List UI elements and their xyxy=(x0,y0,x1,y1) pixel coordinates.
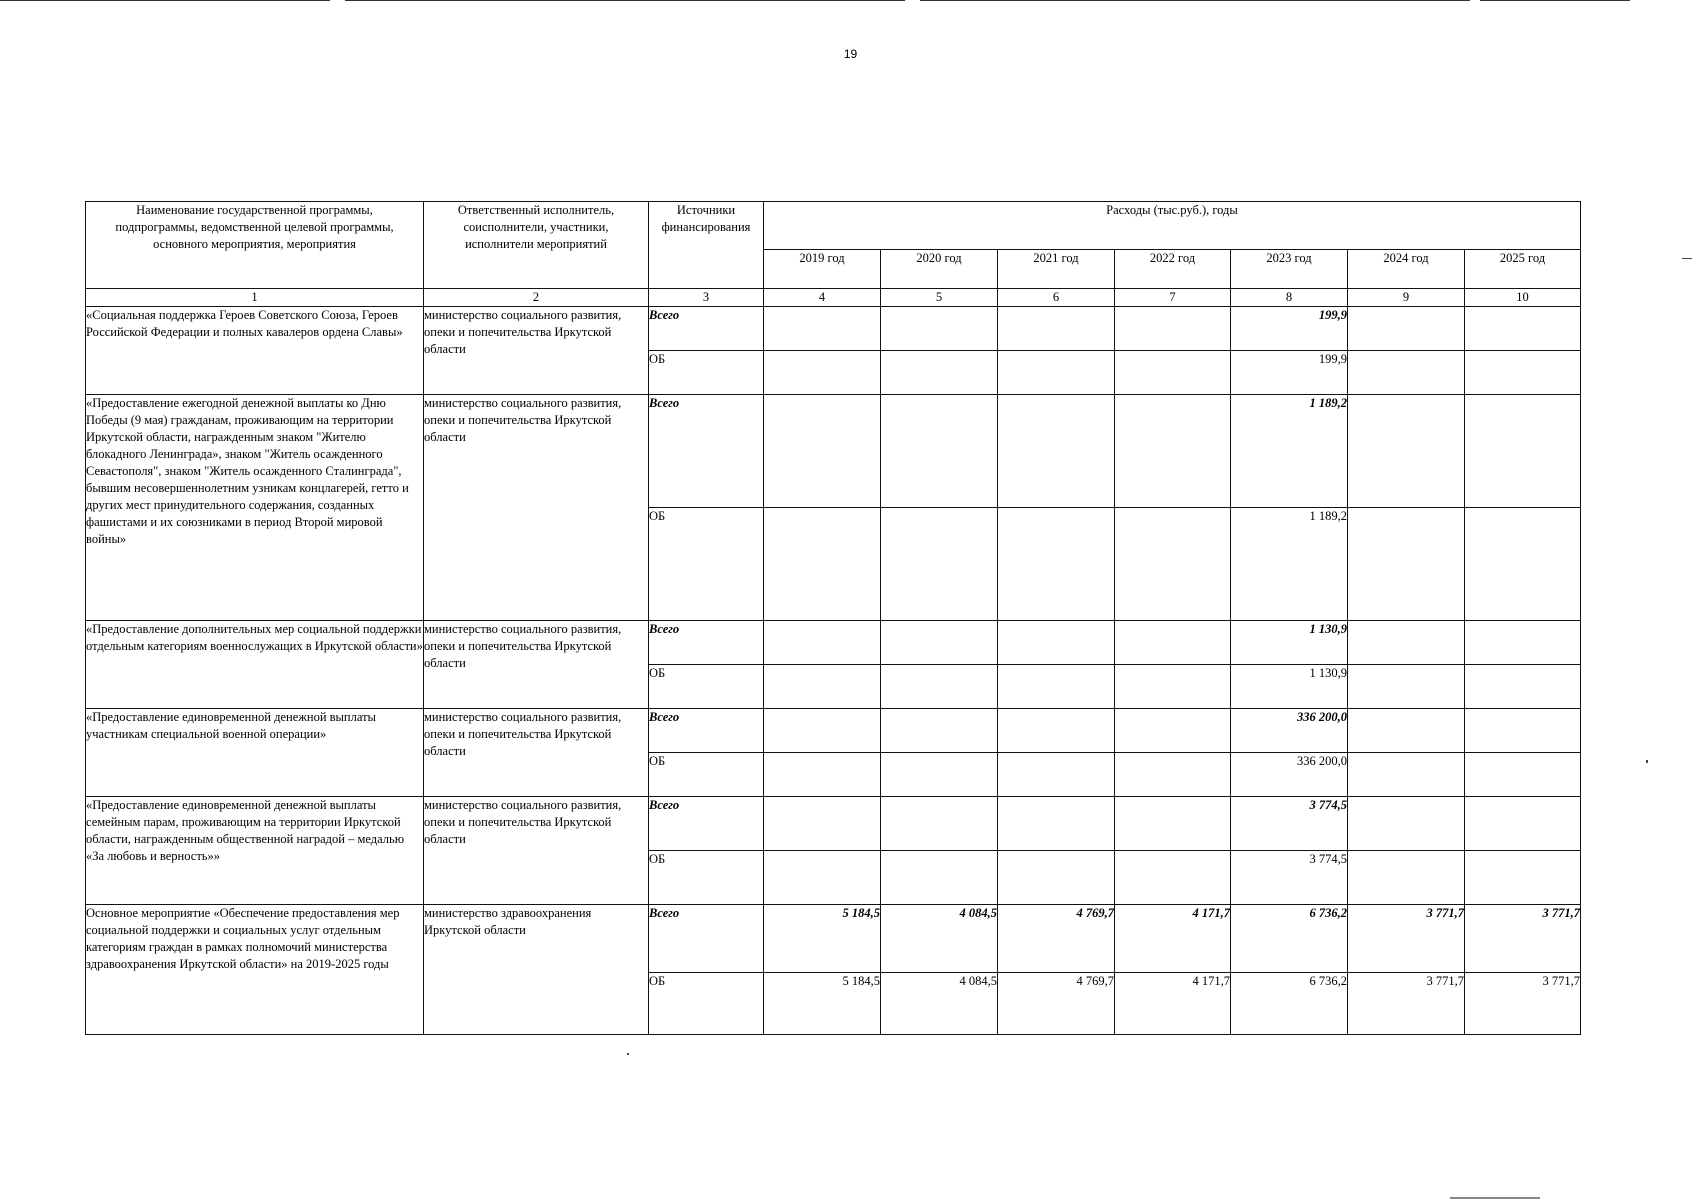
header-year: 2022 год xyxy=(1115,250,1231,289)
expense-total-value xyxy=(998,797,1115,851)
expense-total-value xyxy=(881,709,998,753)
column-number: 8 xyxy=(1231,289,1348,307)
expense-ob-value: 336 200,0 xyxy=(1231,753,1348,797)
expense-ob-value xyxy=(998,753,1115,797)
expense-total-value: 4 171,7 xyxy=(1115,905,1231,973)
expense-ob-value xyxy=(1348,351,1465,395)
expense-ob-value: 3 771,7 xyxy=(1348,973,1465,1035)
expense-ob-value xyxy=(998,351,1115,395)
program-item-name: «Предоставление единовременной денежной выплаты участникам специальной военной операции» xyxy=(86,709,424,797)
expense-total-value: 3 771,7 xyxy=(1348,905,1465,973)
expense-ob-value xyxy=(764,351,881,395)
funding-source-ob-label: ОБ xyxy=(649,666,666,680)
expense-total-value: 4 084,5 xyxy=(881,905,998,973)
expense-ob-value xyxy=(1115,753,1231,797)
expense-total-value xyxy=(1115,395,1231,508)
expense-ob-value xyxy=(881,851,998,905)
header-executor: Ответственный исполнитель, соисполнители, участники, исполнители мероприятий xyxy=(424,202,649,289)
responsible-executor: министерство социального развития, опеки и попечительства Иркутской области xyxy=(424,709,649,797)
expense-total-value xyxy=(1115,307,1231,351)
expense-total-value: 336 200,0 xyxy=(1231,709,1348,753)
expense-total-value xyxy=(998,621,1115,665)
scan-mark xyxy=(627,1053,629,1055)
expense-ob-value xyxy=(1348,753,1465,797)
funding-source-cell xyxy=(649,395,764,508)
column-number: 9 xyxy=(1348,289,1465,307)
expense-ob-value xyxy=(1465,753,1581,797)
scan-mark xyxy=(1450,1197,1540,1199)
expense-ob-value xyxy=(1348,508,1465,621)
expense-ob-value: 4 769,7 xyxy=(998,973,1115,1035)
column-number: 3 xyxy=(649,289,764,307)
expense-total-value xyxy=(764,307,881,351)
funding-source-ob-label: ОБ xyxy=(649,852,666,866)
table-row xyxy=(86,621,1581,665)
expense-ob-value xyxy=(1465,351,1581,395)
expense-total-value xyxy=(1348,307,1465,351)
expense-total-value xyxy=(1465,621,1581,665)
expense-ob-value xyxy=(1465,665,1581,709)
expense-ob-value xyxy=(881,753,998,797)
expense-total-value xyxy=(764,709,881,753)
expense-total-value xyxy=(1348,709,1465,753)
funding-source-ob-label: ОБ xyxy=(649,754,666,768)
header-year: 2021 год xyxy=(998,250,1115,289)
expense-total-value: 199,9 xyxy=(1231,307,1348,351)
expense-ob-value: 199,9 xyxy=(1231,351,1348,395)
expense-ob-value xyxy=(764,665,881,709)
column-number: 10 xyxy=(1465,289,1581,307)
funding-source-cell xyxy=(649,665,764,709)
expense-total-value: 3 771,7 xyxy=(1465,905,1581,973)
expense-total-value: 1 130,9 xyxy=(1231,621,1348,665)
expense-ob-value: 1 130,9 xyxy=(1231,665,1348,709)
expense-ob-value xyxy=(764,753,881,797)
program-item-name: Основное мероприятие «Обеспечение предоставления мер социальной поддержки и социальных услуг отдельным категориям граждан в рамках полномочий министерства здравоохранения Иркутской области» на 2019-2025 годы xyxy=(86,905,424,1035)
funding-source-total-label: Всего xyxy=(649,622,680,636)
header-year: 2024 год xyxy=(1348,250,1465,289)
column-number: 6 xyxy=(998,289,1115,307)
expense-ob-value xyxy=(764,508,881,621)
expense-total-value xyxy=(881,395,998,508)
expense-total-value xyxy=(1115,797,1231,851)
page-number: 19 xyxy=(843,47,858,61)
expense-total-value xyxy=(881,797,998,851)
header-year: 2023 год xyxy=(1231,250,1348,289)
column-number: 7 xyxy=(1115,289,1231,307)
funding-source-cell xyxy=(649,851,764,905)
table-row xyxy=(86,395,1581,508)
expense-ob-value: 3 774,5 xyxy=(1231,851,1348,905)
expense-total-value xyxy=(1465,395,1581,508)
table-row xyxy=(86,905,1581,973)
expense-ob-value xyxy=(1348,851,1465,905)
expense-ob-value xyxy=(1115,665,1231,709)
expense-ob-value xyxy=(881,351,998,395)
header-funding-source: Источники финансирования xyxy=(649,202,764,289)
column-number: 4 xyxy=(764,289,881,307)
funding-source-cell xyxy=(649,621,764,665)
expense-total-value xyxy=(1465,709,1581,753)
expense-total-value xyxy=(1348,797,1465,851)
expense-total-value: 6 736,2 xyxy=(1231,905,1348,973)
funding-source-cell xyxy=(649,753,764,797)
column-number: 1 xyxy=(86,289,424,307)
expense-total-value xyxy=(998,395,1115,508)
funding-source-cell xyxy=(649,351,764,395)
expense-total-value xyxy=(881,621,998,665)
table-row xyxy=(86,797,1581,851)
funding-source-total-label: Всего xyxy=(649,906,680,920)
program-item-name: «Предоставление дополнительных мер социальной поддержки отдельным категориям военнослужащих в Иркутской области» xyxy=(86,621,424,709)
funding-source-cell xyxy=(649,307,764,351)
funding-source-ob-label: ОБ xyxy=(649,974,666,988)
expense-total-value xyxy=(1115,621,1231,665)
expense-ob-value xyxy=(764,851,881,905)
expense-ob-value: 4 084,5 xyxy=(881,973,998,1035)
expense-total-value xyxy=(998,709,1115,753)
expense-total-value xyxy=(1348,395,1465,508)
funding-source-ob-label: ОБ xyxy=(649,352,666,366)
expense-total-value xyxy=(764,621,881,665)
expense-total-value xyxy=(764,395,881,508)
responsible-executor: министерство здравоохранения Иркутской области xyxy=(424,905,649,1035)
funding-source-total-label: Всего xyxy=(649,710,680,724)
expense-total-value xyxy=(1115,709,1231,753)
funding-source-ob-label: ОБ xyxy=(649,509,666,523)
expense-ob-value: 1 189,2 xyxy=(1231,508,1348,621)
expense-ob-value: 6 736,2 xyxy=(1231,973,1348,1035)
expense-total-value: 3 774,5 xyxy=(1231,797,1348,851)
funding-source-total-label: Всего xyxy=(649,798,680,812)
expense-ob-value: 4 171,7 xyxy=(1115,973,1231,1035)
funding-source-total-label: Всего xyxy=(649,308,680,322)
scan-mark xyxy=(1646,760,1648,763)
program-item-name: «Предоставление ежегодной денежной выплаты ко Дню Победы (9 мая) гражданам, проживающим на территории Иркутской области, награжденным знаком "Жителю блокадного Ленинграда», знаком "Житель осажденного Севастополя", знаком "Житель осажденного Сталинграда", бывшим несовершеннолетним узникам концлагерей, гетто и других мест принудительного содержания, созданных фашистами и их союзниками в период Второй мировой войны» xyxy=(86,395,424,621)
column-number: 5 xyxy=(881,289,998,307)
expense-total-value xyxy=(1465,307,1581,351)
expense-ob-value xyxy=(998,508,1115,621)
expense-total-value xyxy=(998,307,1115,351)
program-item-name: «Предоставление единовременной денежной выплаты семейным парам, проживающим на территории Иркутской области, награжденным общественной наградой – медалью «За любовь и верность»» xyxy=(86,797,424,905)
top-scan-rule xyxy=(0,0,1701,2)
funding-source-cell xyxy=(649,797,764,851)
funding-source-cell xyxy=(649,905,764,973)
expense-ob-value: 3 771,7 xyxy=(1465,973,1581,1035)
program-expenses-table xyxy=(85,201,1581,1035)
expense-ob-value xyxy=(881,665,998,709)
header-program-name: Наименование государственной программы, подпрограммы, ведомственной целевой программы, основного мероприятия, мероприятия xyxy=(86,202,424,289)
expense-ob-value xyxy=(1115,508,1231,621)
column-number-row xyxy=(86,289,1581,307)
responsible-executor: министерство социального развития, опеки и попечительства Иркутской области xyxy=(424,307,649,395)
program-item-name: «Социальная поддержка Героев Советского Союза, Героев Российской Федерации и полных кавалеров ордена Славы» xyxy=(86,307,424,395)
funding-source-cell xyxy=(649,709,764,753)
expense-ob-value xyxy=(998,851,1115,905)
funding-source-cell xyxy=(649,973,764,1035)
responsible-executor: министерство социального развития, опеки и попечительства Иркутской области xyxy=(424,797,649,905)
funding-source-cell xyxy=(649,508,764,621)
expense-ob-value xyxy=(1115,351,1231,395)
expense-ob-value xyxy=(998,665,1115,709)
scan-mark xyxy=(1682,258,1692,259)
expense-ob-value xyxy=(1465,851,1581,905)
expense-ob-value: 5 184,5 xyxy=(764,973,881,1035)
expense-total-value: 1 189,2 xyxy=(1231,395,1348,508)
expense-total-value xyxy=(881,307,998,351)
column-number: 2 xyxy=(424,289,649,307)
expense-ob-value xyxy=(881,508,998,621)
expense-total-value: 4 769,7 xyxy=(998,905,1115,973)
table-row xyxy=(86,709,1581,753)
responsible-executor: министерство социального развития, опеки и попечительства Иркутской области xyxy=(424,395,649,621)
header-year: 2019 год xyxy=(764,250,881,289)
expense-ob-value xyxy=(1115,851,1231,905)
responsible-executor: министерство социального развития, опеки и попечительства Иркутской области xyxy=(424,621,649,709)
header-year: 2020 год xyxy=(881,250,998,289)
header-expenses: Расходы (тыс.руб.), годы xyxy=(764,202,1581,250)
expense-ob-value xyxy=(1348,665,1465,709)
expense-total-value xyxy=(1465,797,1581,851)
expense-total-value xyxy=(1348,621,1465,665)
expense-total-value xyxy=(764,797,881,851)
expense-total-value: 5 184,5 xyxy=(764,905,881,973)
funding-source-total-label: Всего xyxy=(649,396,680,410)
expense-ob-value xyxy=(1465,508,1581,621)
header-year: 2025 год xyxy=(1465,250,1581,289)
table-row xyxy=(86,307,1581,351)
